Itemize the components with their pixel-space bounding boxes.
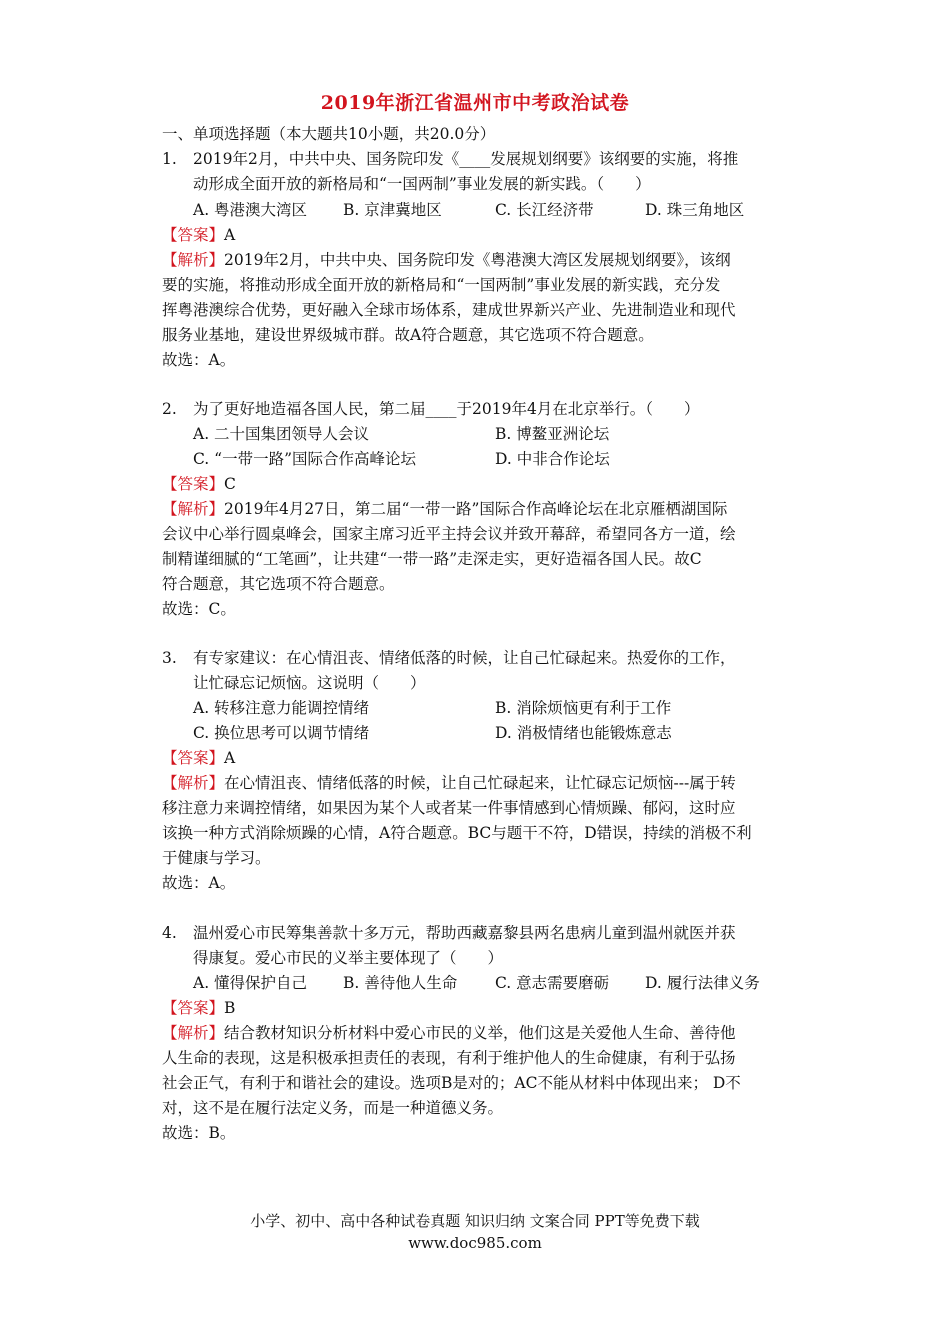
- question-number: 2.: [162, 400, 177, 418]
- choose-line: 故选：A。: [162, 874, 236, 892]
- analysis-tag: 【解析】: [162, 500, 225, 518]
- option-a: A. 转移注意力能调控情绪: [193, 699, 370, 717]
- question-stem-line: 动形成全面开放的新格局和“一国两制”事业发展的新实践。（ ）: [193, 175, 651, 193]
- analysis-line: [162, 1021, 736, 1046]
- analysis-line: [162, 497, 727, 522]
- option-d: D. 消极情绪也能锻炼意志: [495, 724, 672, 742]
- question-number: 1.: [162, 150, 177, 168]
- option-c: C. “一带一路”国际合作高峰论坛: [193, 450, 417, 468]
- analysis-text: 于健康与学习。: [162, 849, 271, 867]
- answer-line: [162, 746, 235, 771]
- analysis-text: 会议中心举行圆桌峰会，国家主席习近平主持会议并致开幕辞，希望同各方一道，绘: [162, 525, 736, 543]
- question-stem-line: 让忙碌忘记烦恼。这说明（ ）: [193, 674, 426, 692]
- analysis-text: 社会正气，有利于和谐社会的建设。选项B是对的；AC不能从材料中体现出来； D不: [162, 1074, 741, 1092]
- question-stem-line: 有专家建议：在心情沮丧、情绪低落的时候，让自己忙碌起来。热爱你的工作，: [193, 649, 736, 667]
- document-title: 2019年浙江省温州市中考政治试卷: [320, 92, 630, 114]
- analysis-text: 在心情沮丧、情绪低落的时候，让自己忙碌起来，让忙碌忘记烦恼---属于转: [224, 774, 736, 792]
- question-stem-line: 得康复。爱心市民的义举主要体现了（ ）: [193, 949, 504, 967]
- analysis-text: 服务业基地，建设世界级城市群。故A符合题意，其它选项不符合题意。: [162, 326, 654, 344]
- option-b: B. 善待他人生命: [343, 974, 458, 992]
- choose-line: 故选：B。: [162, 1124, 236, 1142]
- option-c: C. 长江经济带: [495, 201, 594, 219]
- answer-line: [162, 472, 236, 497]
- answer-value: A: [224, 226, 236, 244]
- answer-value: B: [224, 999, 236, 1017]
- analysis-text: 人生命的表现，这是积极承担责任的表现，有利于维护他人的生命健康，有利于弘扬: [162, 1049, 736, 1067]
- option-c: C. 意志需要磨砺: [495, 974, 610, 992]
- question-stem-line: 2019年2月，中共中央、国务院印发《____发展规划纲要》该纲要的实施，将推: [193, 150, 739, 168]
- analysis-text: 要的实施，将推动形成全面开放的新格局和“一国两制”事业发展的新实践，充分发: [162, 276, 721, 294]
- analysis-tag: 【解析】: [162, 251, 225, 269]
- answer-value: C: [224, 475, 236, 493]
- section-heading: 一、单项选择题（本大题共10小题，共20.0分）: [162, 125, 496, 143]
- question-stem-line: 为了更好地造福各国人民，第二届____于2019年4月在北京举行。（ ）: [193, 400, 700, 418]
- analysis-text: 符合题意，其它选项不符合题意。: [162, 575, 395, 593]
- choose-line: 故选：A。: [162, 351, 236, 369]
- option-b: B. 消除烦恼更有利于工作: [495, 699, 672, 717]
- footer-text: 小学、初中、高中各种试卷真题 知识归纳 文案合同 PPT等免费下载: [250, 1212, 700, 1230]
- analysis-text: 2019年4月27日，第二届“一带一路”国际合作高峰论坛在北京雁栖湖国际: [224, 500, 728, 518]
- analysis-text: 移注意力来调控情绪，如果因为某个人或者某一件事情感到心情烦躁、郁闷，这时应: [162, 799, 736, 817]
- option-d: D. 珠三角地区: [645, 201, 745, 219]
- analysis-line: [162, 771, 736, 796]
- question-number: 4.: [162, 924, 177, 942]
- option-a: A. 粤港澳大湾区: [193, 201, 308, 219]
- analysis-text: 该换一种方式消除烦躁的心情，A符合题意。BC与题干不符，D错误，持续的消极不利: [162, 824, 752, 842]
- option-a: A. 懂得保护自己: [193, 974, 308, 992]
- option-a: A. 二十国集团领导人会议: [193, 425, 370, 443]
- answer-value: A: [224, 749, 236, 767]
- choose-line: 故选：C。: [162, 600, 236, 618]
- footer-link[interactable]: www.doc985.com: [408, 1234, 542, 1252]
- analysis-text: 结合教材知识分析材料中爱心市民的义举，他们这是关爱他人生命、善待他: [224, 1024, 736, 1042]
- option-c: C. 换位思考可以调节情绪: [193, 724, 370, 742]
- option-b: B. 博鳌亚洲论坛: [495, 425, 610, 443]
- analysis-tag: 【解析】: [162, 774, 225, 792]
- answer-line: [162, 223, 235, 248]
- analysis-line: [162, 248, 731, 273]
- question-number: 3.: [162, 649, 177, 667]
- analysis-text: 对，这不是在履行法定义务，而是一种道德义务。: [162, 1099, 504, 1117]
- answer-tag: 【答案】: [162, 226, 225, 244]
- option-d: D. 履行法律义务: [645, 974, 760, 992]
- answer-line: [162, 996, 235, 1021]
- analysis-text: 挥粤港澳综合优势，更好融入全球市场体系，建成世界新兴产业、先进制造业和现代: [162, 301, 736, 319]
- analysis-text: 2019年2月，中共中央、国务院印发《粤港澳大湾区发展规划纲要》，该纲: [224, 251, 731, 269]
- answer-tag: 【答案】: [162, 749, 225, 767]
- option-d: D. 中非合作论坛: [495, 450, 610, 468]
- analysis-tag: 【解析】: [162, 1024, 225, 1042]
- answer-tag: 【答案】: [162, 475, 225, 493]
- option-b: B. 京津冀地区: [343, 201, 442, 219]
- analysis-text: 制精谨细腻的“工笔画”，让共建“一带一路”走深走实，更好造福各国人民。故C: [162, 550, 702, 568]
- answer-tag: 【答案】: [162, 999, 225, 1017]
- question-stem-line: 温州爱心市民筹集善款十多万元，帮助西藏嘉黎县两名患病儿童到温州就医并获: [193, 924, 736, 942]
